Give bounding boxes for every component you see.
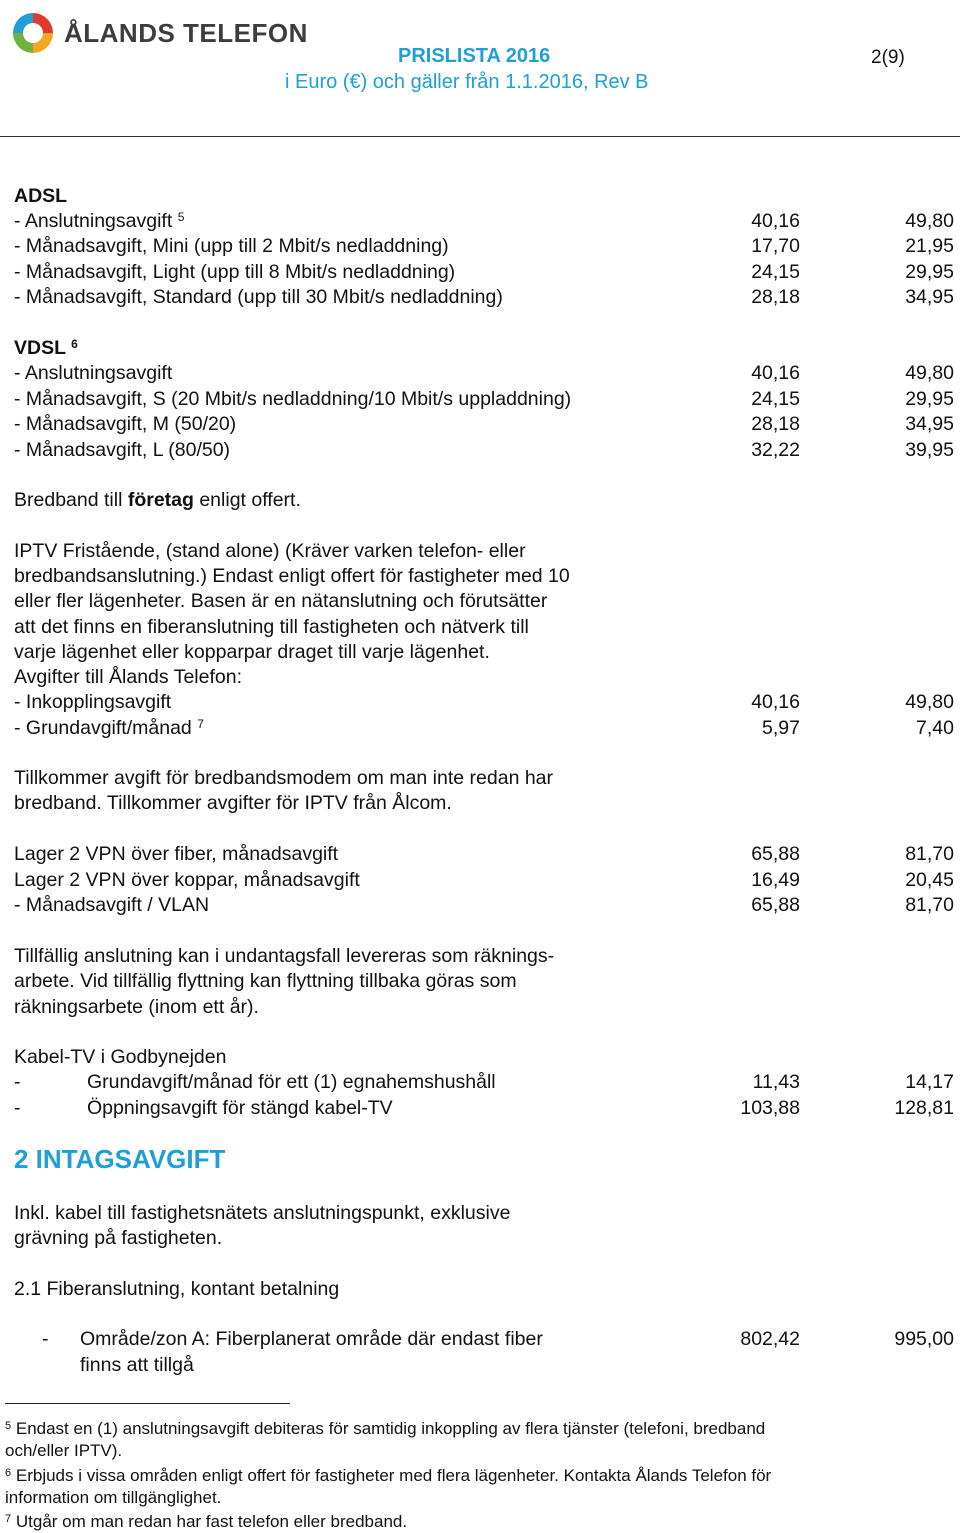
kabeltv-row-price-excl: 11,43 [752,1071,800,1093]
vpn-row-price-incl: 81,70 [905,843,954,865]
adsl-row-label: - Månadsavgift, Standard (upp till 30 Mbit/s nedladdning) [14,286,503,308]
kabeltv-row-label: Grundavgift/månad för ett (1) egnahemshushåll [87,1071,496,1093]
adsl-row-label: - Månadsavgift, Light (upp till 8 Mbit/s nedladdning) [14,261,456,283]
tillfallig-text: räkningsarbete (inom ett år). [14,996,259,1018]
intag-heading: 2 INTAGSAVGIFT [14,1144,226,1174]
adsl-row-price-excl: 24,15 [751,261,800,283]
intag-text: Inkl. kabel till fastighetsnätets anslutningspunkt, exklusive [14,1202,511,1224]
company-logo [10,10,308,56]
vpn-row-price-excl: 65,88 [751,894,800,916]
intag-row-label: Område/zon A: Fiberplanerat område där endast fiber [80,1328,543,1350]
kabeltv-row-price-excl: 103,88 [740,1097,800,1119]
iptv-row-price-incl: 7,40 [916,717,954,739]
tillfallig-text: Tillfällig anslutning kan i undantagsfall levereras som räknings- [14,945,555,967]
document-subtitle: i Euro (€) och gäller från 1.1.2016, Rev B [285,71,649,93]
iptv-text: eller fler lägenheter. Basen är en nätanslutning och förutsätter [14,590,548,612]
vdsl-row-price-incl: 29,95 [905,388,954,410]
vdsl-row-price-incl: 39,95 [905,439,954,461]
logo-icon [10,10,56,56]
vdsl-row-label: - Månadsavgift, S (20 Mbit/s nedladdning/10 Mbit/s uppladdning) [14,388,572,410]
iptv-row-price-excl: 5,97 [762,717,800,739]
kabeltv-row-price-incl: 14,17 [905,1071,954,1093]
vpn-row-price-incl: 81,70 [905,894,954,916]
vdsl-row-price-excl: 40,16 [751,362,800,384]
footnote: $^5$ Endast en (1) anslutningsavgift debiteras för samtidig inkoppling av flera tjänster (telefoni, bredband och/eller IPTV). [5,1419,766,1460]
document-title: PRISLISTA 2016 [398,45,551,67]
vdsl-row-price-excl: 32,22 [751,439,800,461]
kabeltv-row-dash: - [14,1097,21,1119]
iptv-row-label: - Grundavgift/månad $^7$ [14,717,204,739]
adsl-heading: ADSL [14,185,68,207]
adsl-row-price-excl: 40,16 [751,210,800,232]
vdsl-heading: VDSL $^6$ [14,337,78,359]
adsl-row-price-excl: 28,18 [751,286,800,308]
intag-row-price-excl: 802,42 [740,1328,800,1350]
vpn-row-price-excl: 16,49 [751,869,800,891]
vpn-row-price-incl: 20,45 [905,869,954,891]
adsl-row-price-incl: 29,95 [905,261,954,283]
intag-sub-heading: 2.1 Fiberanslutning, kontant betalning [14,1278,340,1300]
vdsl-row-price-excl: 28,18 [751,413,800,435]
iptv-row-price-excl: 40,16 [751,691,800,713]
footnote: $^7$ Utgår om man redan har fast telefon eller bredband. [5,1512,408,1531]
iptv-text: IPTV Fristående, (stand alone) (Kräver varken telefon- eller [14,540,526,562]
footnote-divider [5,1403,290,1404]
intag-row-label-cont: finns att tillgå [80,1354,194,1376]
kabeltv-row-label: Öppningsavgift för stängd kabel-TV [87,1097,393,1119]
bredband-note: Bredband till företag enligt offert. [14,489,301,511]
vpn-row-label: - Månadsavgift / VLAN [14,894,210,916]
adsl-row-price-incl: 34,95 [905,286,954,308]
vpn-row-label: Lager 2 VPN över koppar, månadsavgift [14,869,360,891]
vdsl-row-label: - Månadsavgift, M (50/20) [14,413,237,435]
vdsl-row-price-incl: 49,80 [905,362,954,384]
iptv-row-label: - Inkopplingsavgift [14,691,172,713]
kabeltv-heading: Kabel-TV i Godbynejden [14,1046,227,1068]
kabeltv-row-dash: - [14,1071,21,1093]
iptv-text: bredbandsanslutning.) Endast enligt offert för fastigheter med 10 [14,565,570,587]
adsl-row-price-incl: 21,95 [905,235,954,257]
adsl-row-label: - Anslutningsavgift $^5$ [14,210,185,232]
vdsl-row-label: - Anslutningsavgift [14,362,173,384]
iptv-note: bredband. Tillkommer avgifter för IPTV från Ålcom. [14,792,452,814]
vdsl-row-price-incl: 34,95 [905,413,954,435]
adsl-row-label: - Månadsavgift, Mini (upp till 2 Mbit/s nedladdning) [14,235,449,257]
adsl-row-price-excl: 17,70 [751,235,800,257]
intag-row-dash: - [42,1328,49,1350]
footnote: $^6$ Erbjuds i vissa områden enligt offert för fastigheter med flera lägenheter. Kontakta Ålands Telefon för information om tillgänglighet. [5,1466,772,1507]
iptv-text: varje lägenhet eller kopparpar draget till varje lägenhet. [14,641,490,663]
iptv-note: Tillkommer avgift för bredbandsmodem om man inte redan har [14,767,554,789]
adsl-row-price-incl: 49,80 [905,210,954,232]
tillfallig-text: arbete. Vid tillfällig flyttning kan flyttning tillbaka göras som [14,970,517,992]
vdsl-row-label: - Månadsavgift, L (80/50) [14,439,231,461]
page-number: 2(9) [871,47,905,68]
vpn-row-label: Lager 2 VPN över fiber, månadsavgift [14,843,339,865]
iptv-text: att det finns en fiberanslutning till fastigheten och nätverk till [14,616,529,638]
header-divider [0,136,960,137]
vdsl-row-price-excl: 24,15 [751,388,800,410]
logo-text: ÅLANDS TELEFON [64,17,308,48]
vpn-row-price-excl: 65,88 [751,843,800,865]
iptv-text: Avgifter till Ålands Telefon: [14,666,242,688]
intag-row-price-incl: 995,00 [894,1328,954,1350]
kabeltv-row-price-incl: 128,81 [894,1097,954,1119]
intag-text: grävning på fastigheten. [14,1227,223,1249]
iptv-row-price-incl: 49,80 [905,691,954,713]
